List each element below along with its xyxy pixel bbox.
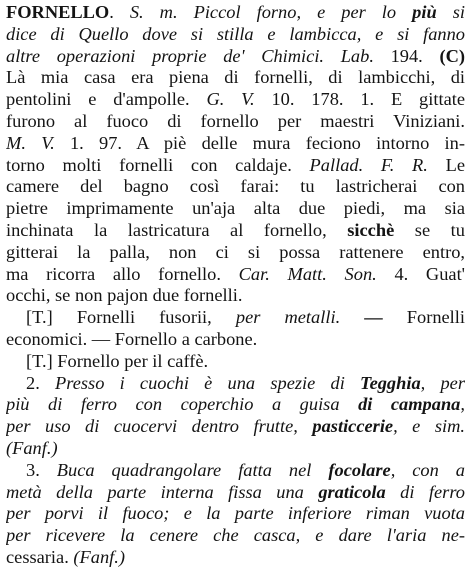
entry-text: —	[340, 307, 407, 328]
entry-text: cessaria.	[6, 546, 74, 567]
entry-text: occhi, se non pajon due fornelli.	[6, 285, 243, 306]
entry-text: altre operazioni proprie de' Chimici. Lab.	[6, 45, 374, 66]
entry-line	[6, 198, 465, 220]
entry-text: , per	[420, 372, 465, 393]
entry-line	[6, 547, 465, 569]
entry-line	[6, 307, 465, 329]
entry-line	[6, 155, 465, 177]
entry-line	[6, 503, 465, 525]
entry-text: (Fanf.)	[73, 546, 125, 567]
entry-text: inchinata la lastricatura al fornello,	[6, 219, 348, 240]
entry-text: gitterai la palla, non ci si possa rattenere entro,	[6, 241, 465, 262]
entry-line	[6, 482, 465, 504]
entry-text: furono al fuoco di fornello per maestri Viniziani.	[6, 110, 465, 131]
entry-text: Tegghia	[360, 372, 421, 393]
entry-line	[6, 525, 465, 547]
entry-text: pasticcerie	[312, 416, 394, 437]
entry-text: 1. 97. A piè delle mura feciono intorno in-	[54, 132, 465, 153]
entry-text: 2.	[26, 372, 56, 393]
entry-line	[6, 111, 465, 133]
entry-line	[6, 394, 465, 416]
entry-text: di campana	[358, 394, 461, 415]
entry-text: per metalli.	[235, 307, 341, 328]
entry-line	[6, 133, 465, 155]
entry-text: [T.] Fornelli fusorii,	[26, 307, 236, 328]
entry-text: 10. 178. 1. E gittate	[254, 89, 465, 110]
entry-text: S. m. Piccol forno, e per lo	[129, 2, 413, 22]
entry-text: di ferro	[385, 481, 465, 502]
entry-line	[6, 416, 465, 438]
entry-text: pentolini e d'ampolle.	[6, 89, 207, 110]
entry-text: [T.] Fornello per il caffè.	[26, 350, 209, 371]
entry-line	[6, 329, 465, 351]
entry-text: per ricevere la cenere che casca, e dare l'aria ne-	[6, 525, 465, 546]
entry-line	[6, 373, 465, 395]
entry-text: (C)	[439, 45, 465, 66]
entry-line	[6, 176, 465, 198]
entry-text: ma ricorra allo fornello.	[6, 263, 239, 284]
entry-text: Fornelli	[406, 307, 465, 328]
entry-text: 3.	[26, 459, 57, 480]
entry-text: , con a	[390, 459, 465, 480]
entry-line	[6, 264, 465, 286]
entry-text: Presso i cuochi è una spezie di	[55, 372, 361, 393]
entry-text: Buca quadrangolare fatta nel	[56, 459, 329, 480]
entry-text: più di ferro con coperchio a guisa	[6, 394, 359, 415]
entry-text: più	[412, 2, 437, 22]
entry-text: metà della parte interna fissa una	[6, 481, 319, 502]
entry-text: pietre imprimamente un'aja alta due piedi, ma sia	[6, 198, 465, 219]
entry-line	[6, 67, 465, 89]
entry-text: dice di Quello dove si stilla e lambicca, e si fanno	[6, 23, 465, 44]
entry-text: sicchè	[347, 219, 395, 240]
entry-text: Pallad. F. R.	[309, 154, 428, 175]
entry-text: .	[109, 2, 130, 22]
entry-text: 194.	[373, 45, 440, 66]
entry-line	[6, 438, 465, 460]
entry-line	[6, 2, 465, 24]
entry-line	[6, 89, 465, 111]
entry-text: per porvi il fuoco; e la parte inferiore riman vuota	[6, 503, 465, 524]
entry-text: per uso di cuocervi dentro frutte,	[6, 416, 313, 437]
entry-text: torno molti fornelli con caldaje.	[6, 154, 310, 175]
entry-text: se tu	[394, 219, 465, 240]
entry-line	[6, 285, 465, 307]
entry-line	[6, 220, 465, 242]
entry-text: ,	[460, 394, 465, 415]
entry-line	[6, 46, 465, 68]
entry-text: camere del bagno così farai: tu lastricherai con	[6, 176, 465, 197]
entry-text: economici. — Fornello a carbone.	[6, 328, 258, 349]
entry-text: 4. Guat'	[376, 263, 465, 284]
entry-text: Le	[427, 154, 465, 175]
entry-text: FORNELLO	[6, 2, 110, 22]
entry-text: , e sim.	[393, 416, 465, 437]
entry-text: Là mia casa era piena di fornelli, di lambicchi, di	[6, 67, 465, 88]
entry-text: G. V.	[206, 89, 255, 110]
entry-text: focolare	[328, 459, 391, 480]
entry-line	[6, 460, 465, 482]
entry-text: si	[436, 2, 465, 22]
entry-text: Car. Matt. Son.	[238, 263, 377, 284]
entry-text: M. V.	[6, 132, 55, 153]
entry-text: (Fanf.)	[6, 437, 58, 458]
entry-line	[6, 24, 465, 46]
entry-line	[6, 351, 465, 373]
entry-line	[6, 242, 465, 264]
entry-text: graticola	[318, 481, 386, 502]
